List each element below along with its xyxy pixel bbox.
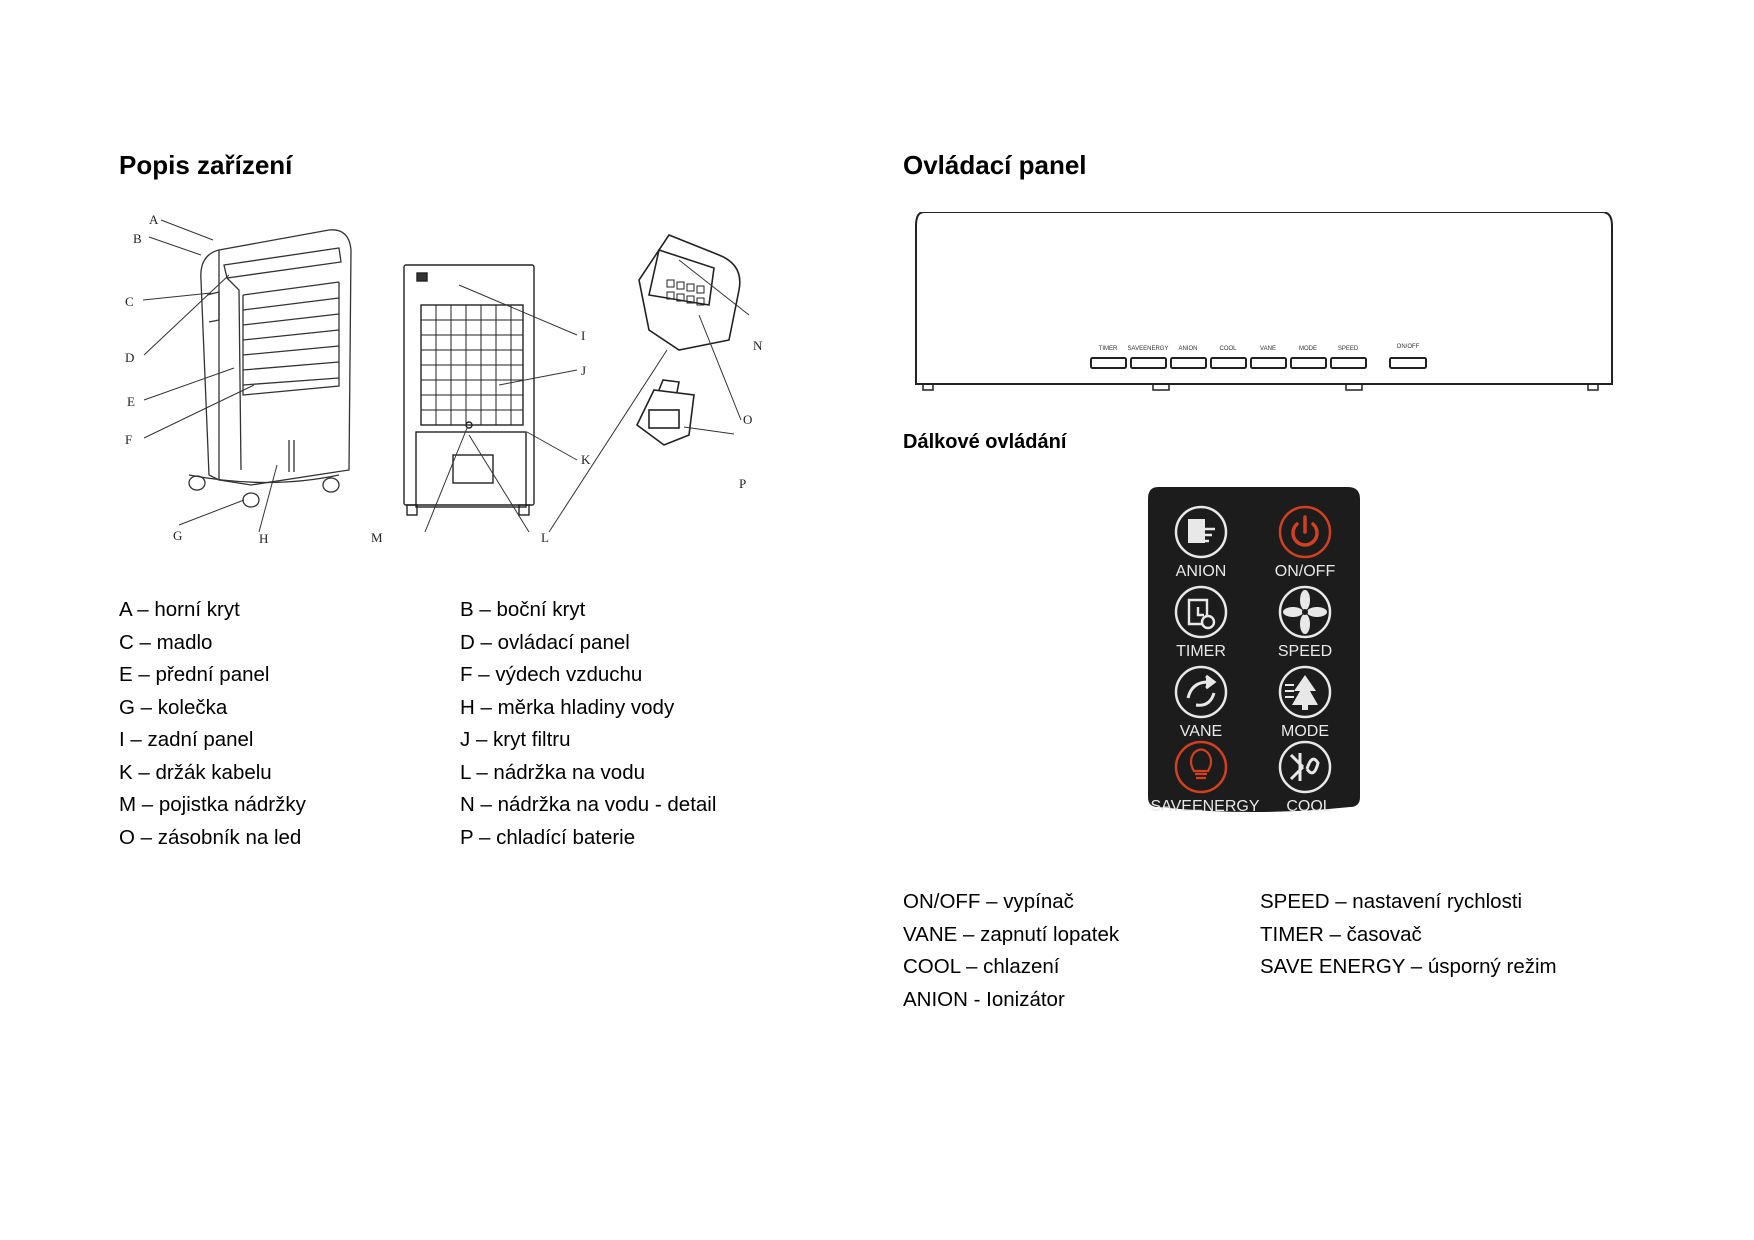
legend-item: D – ovládací panel (460, 630, 630, 654)
legend-item: G – kolečka (119, 695, 228, 719)
legend-item: P – chladící baterie (460, 825, 636, 849)
remote-control (1144, 485, 1364, 815)
front-unit-body (219, 230, 351, 485)
diagram-label-n: N (753, 338, 763, 353)
legend-item: SPEED – nastavení rychlosti (1260, 890, 1523, 913)
panel-buttons (1091, 358, 1426, 368)
diagram-label-e: E (127, 394, 135, 409)
legend-item: K – držák kabelu (119, 760, 272, 784)
diagram-label-g: G (173, 528, 183, 543)
diagram-label-c: C (125, 294, 134, 309)
remote-label-timer: TIMER (1176, 643, 1226, 660)
remote-onoff-button (1275, 507, 1336, 580)
section-title-control-panel: Ovládací panel (903, 150, 1087, 180)
panel-label-onoff: ON/OFF (1396, 344, 1420, 350)
diagram-label-m: M (371, 530, 383, 545)
legend-item: F – výdech vzduchu (460, 663, 643, 686)
control-legend-col2 (1260, 886, 1557, 984)
legend-item: ON/OFF – vypínač (903, 890, 1074, 913)
remote-label-speed: SPEED (1277, 643, 1333, 660)
diagram-label-o: O (743, 412, 753, 427)
control-panel-drawing (908, 212, 1618, 397)
diagram-label-k: K (581, 452, 591, 467)
remote-title: Dálkové ovládání (903, 431, 1067, 453)
remote-label-vane: VANE (1179, 723, 1223, 740)
diagram-label-p: P (739, 476, 747, 491)
legend-item: O – zásobník na led (119, 825, 302, 849)
diagram-label-l: L (541, 530, 549, 545)
device-legend-col2 (460, 594, 716, 854)
device-diagram (119, 210, 839, 570)
legend-item: H – měrka hladiny vody (460, 695, 675, 719)
diagram-label-i: I (581, 328, 586, 343)
remote-label-cool: COOL (1286, 798, 1332, 815)
panel-label-timer: TIMER (1098, 346, 1118, 352)
legend-item: I – zadní panel (119, 728, 254, 751)
legend-item: VANE – zapnutí lopatek (903, 922, 1120, 946)
legend-item: A – horní kryt (119, 598, 240, 621)
diagram-label-j: J (581, 363, 587, 378)
diagram-label-b: B (133, 231, 142, 246)
panel-label-mode: MODE (1299, 346, 1317, 352)
legend-item: COOL – chlazení (903, 955, 1060, 978)
remote-label-onoff: ON/OFF (1274, 563, 1336, 580)
legend-item: M – pojistka nádržky (119, 793, 306, 816)
legend-item: B – boční kryt (460, 598, 586, 621)
legend-item: ANION - Ionizátor (903, 987, 1065, 1011)
panel-label-saveenergy: SAVEENERGY (1127, 346, 1169, 352)
legend-item: L – nádržka na vodu (460, 760, 646, 784)
diagram-label-a: A (149, 212, 159, 227)
panel-label-vane: VANE (1260, 346, 1276, 352)
legend-item: C – madlo (119, 630, 213, 654)
diagram-label-f: F (125, 432, 133, 447)
legend-item: SAVE ENERGY – úsporný režim (1260, 955, 1557, 978)
panel-label-anion: ANION (1178, 346, 1198, 352)
legend-item: E – přední panel (119, 663, 270, 686)
legend-item: TIMER – časovač (1260, 922, 1422, 946)
remote-label-saveenergy: SAVEENERGY (1150, 798, 1260, 815)
diagram-label-d: D (125, 350, 135, 365)
legend-item: J – kryt filtru (460, 728, 571, 751)
diagram-label-h: H (259, 531, 269, 546)
remote-label-anion: ANION (1175, 563, 1227, 580)
panel-label-cool: COOL (1219, 346, 1237, 352)
legend-item: N – nádržka na vodu - detail (460, 793, 717, 816)
section-title-device: Popis zařízení (119, 150, 293, 180)
remote-label-mode: MODE (1281, 723, 1329, 740)
device-legend-col1 (119, 594, 306, 854)
panel-label-speed: SPEED (1337, 346, 1359, 352)
control-legend-col1 (903, 886, 1119, 1016)
